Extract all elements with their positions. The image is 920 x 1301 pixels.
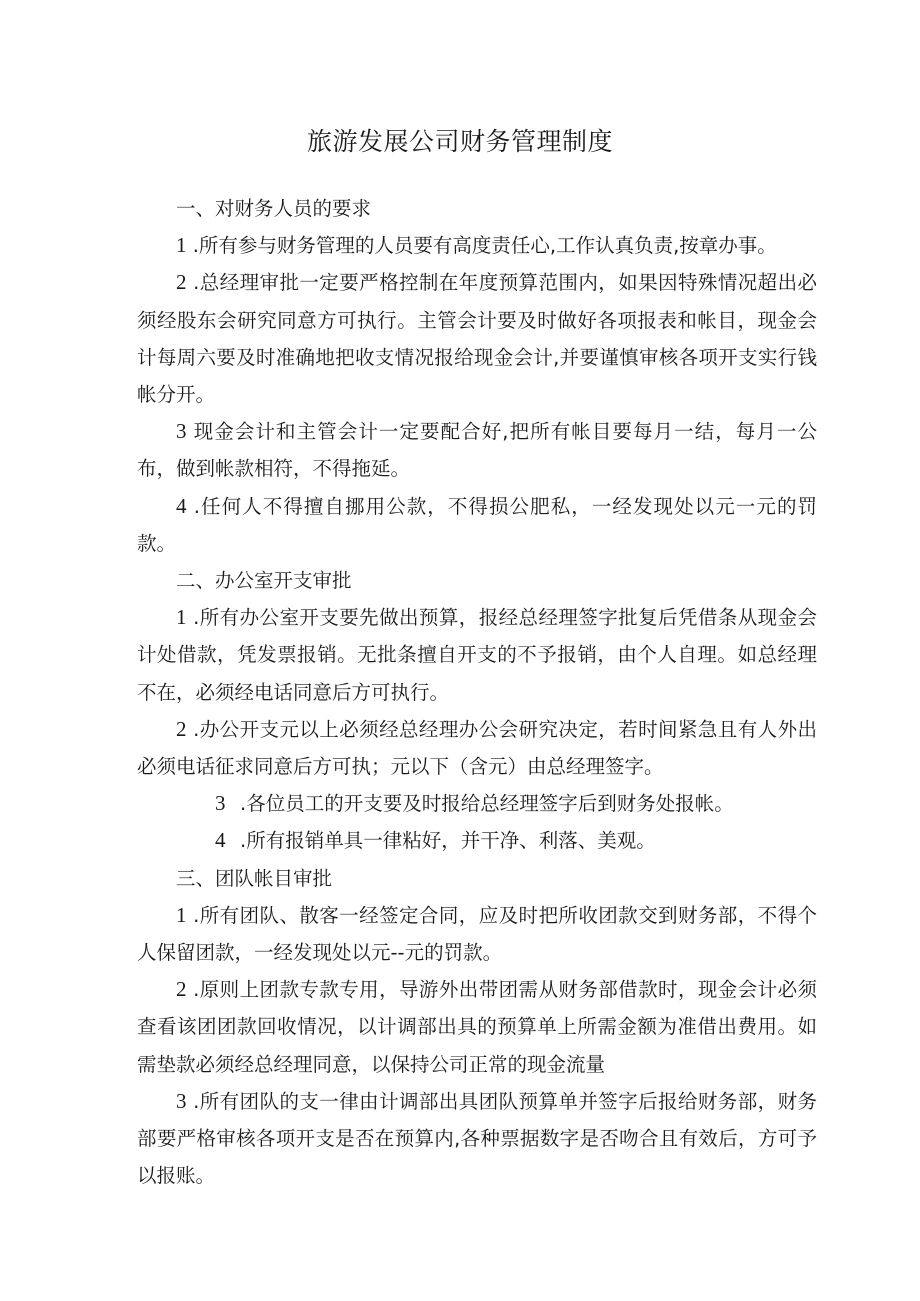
item-number: 2 xyxy=(176,270,187,295)
paragraph xyxy=(137,785,817,822)
item-number: 3 xyxy=(215,791,226,816)
item-number: 4 xyxy=(215,828,226,853)
item-text: .所有团队、散客一经签定合同，应及时把所收团款交到财务部，不得个人保留团款，一经发现处以元--元的罚款。 xyxy=(137,903,817,965)
paragraph xyxy=(137,711,817,785)
item-number: 1 xyxy=(176,233,187,258)
section-heading: 三、团队帐目审批 xyxy=(176,866,333,890)
item-text: .所有团队的支一律由计调部出具团队预算单并签字后报给财务部，财务部要严格审核各项开支是否在预算内,各种票据数字是否吻合且有效后，方可予以报账。 xyxy=(137,1089,817,1188)
item-number: 2 xyxy=(176,716,187,741)
item-text: .所有参与财务管理的人员要有高度责任心,工作认真负责,按章办事。 xyxy=(192,234,777,258)
paragraph xyxy=(137,971,817,1083)
item-number: 2 xyxy=(176,977,187,1002)
item-number: 3 xyxy=(176,1088,187,1113)
paragraph xyxy=(137,822,817,859)
item-text: .原则上团款专款专用，导游外出带团需从财务部借款时，现金会计必须查看该团团款回收情况，以计调部出具的预算单上所需金额为准借出费用。如需垫款必须经总经理同意，以保持公司正常的现金流量 xyxy=(137,978,817,1076)
paragraph xyxy=(137,1083,817,1195)
item-text: .办公开支元以上必须经总经理办公会研究决定，若时间紧急且有人外出必须电话征求同意后方可执；元以下（含元）由总经理签字。 xyxy=(137,717,817,779)
paragraph xyxy=(137,599,817,711)
document-body xyxy=(137,190,817,1194)
item-text: .所有报销单具一律粘好，并干净、利落、美观。 xyxy=(240,829,656,853)
document-title: 旅游发展公司财务管理制度 xyxy=(306,127,613,156)
item-number: 1 xyxy=(176,902,187,927)
item-text: 现金会计和主管会计一定要配合好,把所有帐目要每月一结，每月一公布，做到帐款相符，不得拖延。 xyxy=(137,420,818,481)
item-text: .所有办公室开支要先做出预算，报经总经理签字批复后凭借条从现金会计处借款，凭发票报销。无批条擅自开支的不予报销，由个人自理。如总经理不在，必须经电话同意后方可执行。 xyxy=(137,606,817,704)
item-number: 4 xyxy=(176,493,187,518)
paragraph xyxy=(137,897,817,971)
item-number: 3 xyxy=(176,419,187,444)
section-heading: 二、办公室开支审批 xyxy=(176,569,352,593)
item-number: 1 xyxy=(176,605,187,630)
paragraph xyxy=(137,264,817,413)
item-text: .总经理审批一定要严格控制在年度预算范围内，如果因特殊情况超出必须经股东会研究同意方可执行。主管会计要及时做好各项报表和帐目，现金会计每周六要及时准确地把收支情况报给现金会计,并要谨慎审核各项开支实行钱帐分开。 xyxy=(137,271,817,407)
section-heading: 一、对财务人员的要求 xyxy=(176,197,372,220)
item-text: .任何人不得擅自挪用公款，不得损公肥私，一经发现处以元一元的罚款。 xyxy=(137,494,818,555)
paragraph xyxy=(137,413,817,487)
paragraph xyxy=(137,227,817,264)
paragraph xyxy=(137,488,817,562)
item-text: .各位员工的开支要及时报给总经理签字后到财务处报帐。 xyxy=(240,792,734,816)
